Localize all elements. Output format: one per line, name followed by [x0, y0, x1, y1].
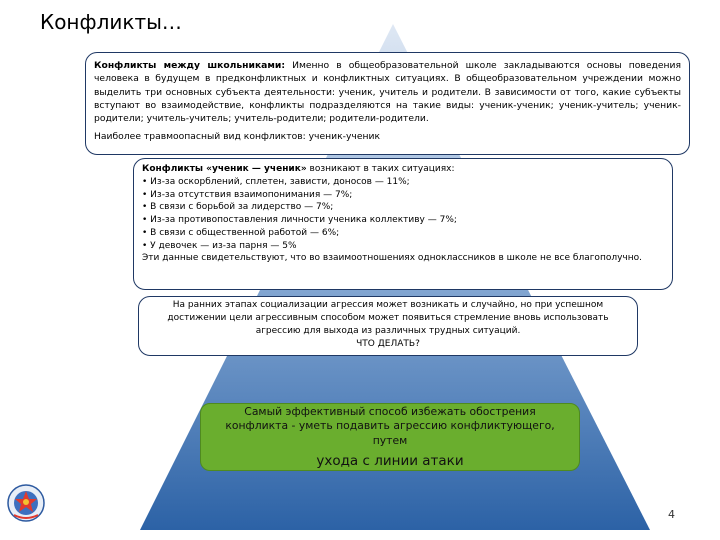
page-number: 4	[668, 508, 675, 521]
list-item: • Из-за оскорблений, сплетен, зависти, доносов — 11%;	[142, 176, 410, 187]
aggression-box	[138, 296, 638, 356]
list-item: • В связи с борьбой за лидерство — 7%;	[142, 202, 334, 213]
list-item: • В связи с общественной работой — 6%;	[142, 227, 340, 238]
aggression-line: агрессию для выхода из различных трудных ситуаций.	[255, 326, 521, 337]
list-item: • Из-за противопоставления личности ученика коллективу — 7%;	[142, 215, 457, 226]
aggression-line: На ранних этапах социализации агрессия может возникать и случайно, но при успешном	[172, 300, 604, 310]
school-conflicts-text	[94, 59, 681, 126]
student-student-heading-bold: Конфликты «ученик — ученик»	[142, 164, 307, 174]
student-student-heading	[142, 163, 664, 176]
solution-line: путем	[372, 433, 408, 447]
school-conflicts-heading: Конфликты между школьниками:	[94, 60, 286, 71]
student-student-box	[133, 158, 673, 290]
aggression-line: достижении цели агрессивным способом может появиться стремление вновь использовать	[167, 313, 609, 324]
school-emblem-logo	[6, 481, 46, 525]
solution-emphasis: ухода с линии атаки	[316, 452, 464, 469]
student-student-heading-rest: возникают в таких ситуациях:	[306, 164, 455, 174]
school-conflicts-body: Именно в общеобразовательной школе закладываются основы поведения человека в будущем в предконфликтных и конфликтных ситуациях. В общеобразовательном учреждении можно выделить три основных субъекта деятельности: ученик, учитель и родители. В зависимости от того, какие субъекты вступают во взаимодействие, конфликты подразделяются на такие виды: ученик-ученик; ученик-учитель; ученик-родители; учитель-учитель; учитель-родители; родители-родители.	[94, 60, 681, 125]
what-to-do-question: ЧТО ДЕЛАТЬ?	[356, 339, 420, 350]
conclusion-text: Эти данные свидетельствуют, что во взаимоотношениях одноклассников в школе не все благополучно.	[142, 253, 642, 264]
list-item: • Из-за отсутствия взаимопонимания — 7%;	[142, 189, 353, 200]
solution-line: Самый эффективный способ избежать обострения	[244, 405, 536, 418]
solution-box	[200, 403, 580, 471]
most-traumatic-note: Наиболее травмоопасный вид конфликтов: ученик-ученик	[94, 130, 381, 142]
list-item: • У девочек — из-за парня — 5%	[142, 240, 297, 251]
solution-line: конфликта - уметь подавить агрессию конфликтующего,	[225, 419, 555, 433]
school-conflicts-box	[85, 52, 690, 155]
slide-title: Конфликты…	[40, 10, 182, 34]
